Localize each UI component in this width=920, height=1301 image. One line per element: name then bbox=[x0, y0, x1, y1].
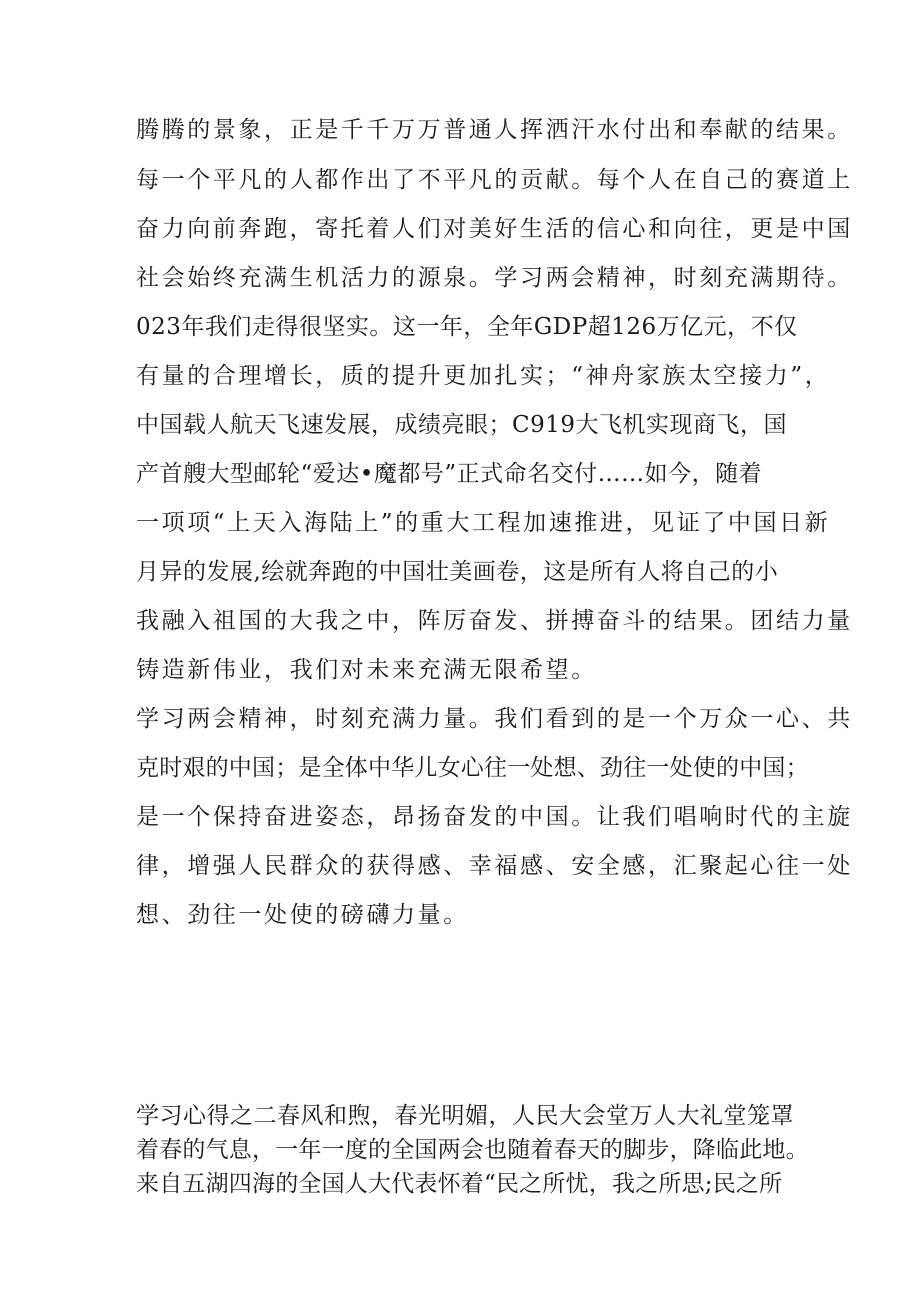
paragraph-line: 奋力向前奔跑，寄托着人们对美好生活的信心和向往，更是中国 bbox=[136, 216, 853, 242]
paragraph-line: 腾腾的景象，正是千千万万普通人挥洒汗水付出和奉献的结果。 bbox=[136, 117, 853, 143]
paragraph-line: 社会始终充满生机活力的源泉。学习两会精神，时刻充满期待。 bbox=[136, 265, 853, 291]
paragraph-line: 律，增强人民群众的获得感、幸福感、安全感，汇聚起心往一处 bbox=[136, 853, 853, 879]
paragraph-line: 023年我们走得很坚实。这一年，全年GDP超126万亿元，不仅 bbox=[136, 314, 798, 340]
paragraph-line: 中国载人航天飞速发展，成绩亮眼；C919大飞机实现商飞，国 bbox=[136, 412, 787, 438]
paragraph-line: 克时艰的中国；是全体中华儿女心往一处想、劲往一处使的中国； bbox=[136, 755, 809, 781]
paragraph-line: 想、劲往一处使的磅礴力量。 bbox=[136, 902, 469, 928]
paragraph-line: 月异的发展,绘就奔跑的中国壮美画卷，这是所有人将自己的小 bbox=[136, 559, 779, 585]
paragraph-line: 来自五湖四海的全国人大代表怀着“民之所忧，我之所思;民之所 bbox=[136, 1171, 783, 1197]
paragraph-line: 是一个保持奋进姿态，昂扬奋发的中国。让我们唱响时代的主旋 bbox=[136, 804, 853, 830]
paragraph-line: 产首艘大型邮轮“爱达•魔都号”正式命名交付……如今，随着 bbox=[136, 461, 763, 487]
paragraph-line: 着春的气息，一年一度的全国两会也随着春天的脚步，降临此地。 bbox=[136, 1137, 809, 1163]
paragraph-line: 学习两会精神，时刻充满力量。我们看到的是一个万众一心、共 bbox=[136, 706, 853, 732]
paragraph-line: 我融入祖国的大我之中，阵厉奋发、拼搏奋斗的结果。团结力量 bbox=[136, 608, 853, 634]
paragraph-line: 一项项“上天入海陆上”的重大工程加速推进，见证了中国日新 bbox=[136, 510, 831, 536]
paragraph-line: 学习心得之二春风和煦，春光明媚，人民大会堂万人大礼堂笼罩 bbox=[136, 1103, 794, 1129]
paragraph-line: 每一个平凡的人都作出了不平凡的贡献。每个人在自己的赛道上 bbox=[136, 167, 853, 193]
paragraph-line: 铸造新伟业，我们对未来充满无限希望。 bbox=[136, 657, 597, 683]
paragraph-line: 有量的合理增长，质的提升更加扎实；“神舟家族太空接力”， bbox=[136, 363, 831, 389]
